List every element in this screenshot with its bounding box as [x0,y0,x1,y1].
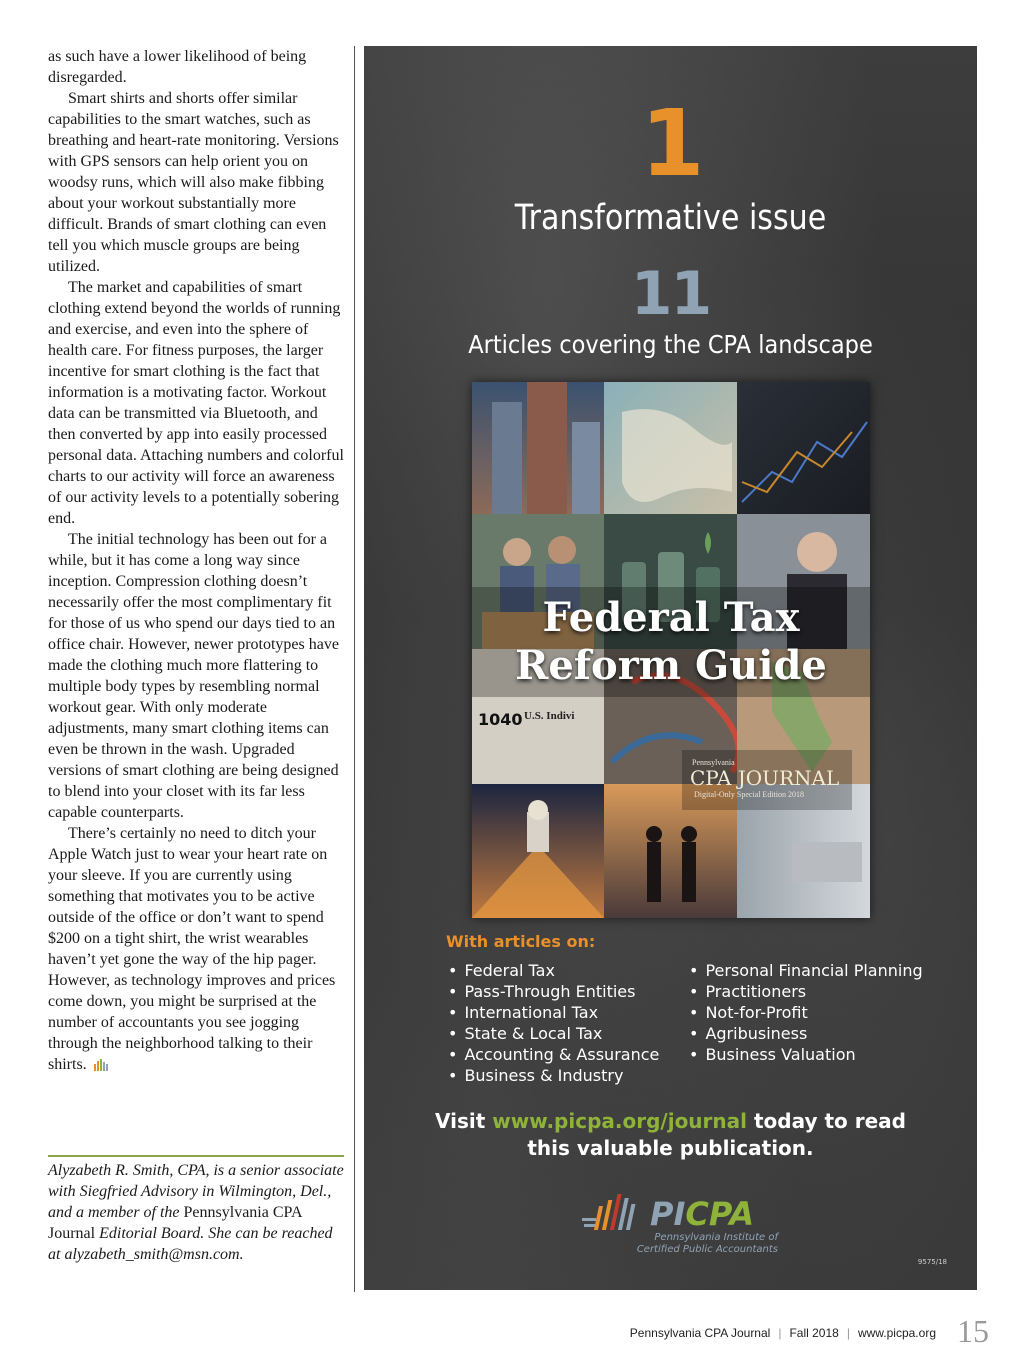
topic-item: • State & Local Tax [448,1023,659,1044]
topic-item: • Pass-Through Entities [448,981,659,1002]
visit-line-2: this valuable publication. [527,1136,814,1160]
topics-list-left [448,960,659,1086]
article-column [48,46,348,1075]
journal-advertisement [364,46,977,1290]
page-number: 15 [957,1313,989,1349]
picpa-wordmark [650,1196,754,1232]
issue-count: 1 [640,90,701,197]
cover-publisher: Pennsylvania [692,758,735,767]
headline-articles: Articles covering the CPA landscape [468,330,873,359]
footer-journal: Pennsylvania CPA Journal [629,1326,771,1340]
logo-tagline-2: Certified Public Accountants [636,1244,778,1255]
cover-title-line1: Federal Tax [542,594,800,641]
article-paragraph: as such have a lower likelihood of being disregarded. [48,48,307,86]
headline-issue: Transformative issue [514,198,827,238]
journal-cover [472,382,870,918]
footer-site[interactable]: www.picpa.org [857,1326,936,1340]
cover-title [472,594,870,690]
topic-item: • Business & Industry [448,1065,659,1086]
article-paragraph: The market and capabilities of smart clothing extend beyond the worlds of running and exercise, and even into the sphere of health care. For fitness purposes, the larger incentive for smart clothing is the fact that information is a motivating factor. Workout data can be transmitted via Bluetooth, and then converted by app into easily processed personal data. Attaching numbers and colorful charts to our activity will force an awareness of our activity levels to a potentially sobering end. [48,279,344,527]
footer-separator: | [778,1326,782,1340]
article-paragraph: The initial technology has been out for a while, but it has come a long way since inception. Compression clothing doesn’t necessarily offer the most complimentary fit for those of us who spend our days tied to an office chair. However, newer prototypes have made the clothing much more flattering to multiple body types by resembling normal workout gear. With only moderate adjustments, many smart clothing items can even be thrown in the wash. Upgraded versions of smart clothing are being designed to blend into your closet with its far less capable counterparts. [48,531,339,821]
wordmark-pi: PI [650,1195,686,1233]
visit-suffix: today to read [747,1109,906,1133]
topic-item: • Not-for-Profit [689,1002,923,1023]
cover-magazine-name: CPA JOURNAL [690,766,840,790]
picpa-logo [580,1186,780,1256]
article-count: 11 [630,259,711,329]
author-bio [48,1160,348,1265]
topic-item: • Practitioners [689,981,923,1002]
topic-item: • International Tax [448,1002,659,1023]
cover-edition: Digital-Only Special Edition 2018 [694,790,804,799]
article-paragraph-text: There’s certainly no need to ditch your Apple Watch just to wear your heart rate on your sleeve. If you are currently using something that motivates you to be active outside of the office or don’t want to spend $200 on a tight shirt, the wrist wearables haven’t yet gone the way of the hip pager. However, as technology improves and prices come down, you might be surprised at the number of accountants you see jogging through the neighborhood talking to their shirts. [48,825,336,1073]
article-paragraph [48,823,348,1075]
form-1040-graphic [474,704,624,784]
visit-callout [364,1108,977,1162]
bio-text-end: Editorial Board. She can be reached at alyzabeth_smith@msn.com. [48,1225,333,1263]
ad-code: 9575/18 [917,1258,947,1266]
topic-item: • Business Valuation [689,1044,923,1065]
bio-text: Alyzabeth R. Smith, CPA, is a senior associate with Siegfried Advisory in Wilmington, Del., and a member of the [48,1162,344,1221]
column-divider [354,46,355,1292]
articles-heading: With articles on: [446,932,596,951]
article-paragraph: Smart shirts and shorts offer similar capabilities to the smart watches, such as breathing and heart-rate monitoring. Versions with GPS sensors can help orient you on woodsy runs, which will also make fibbing about your workout substantially more difficult. Brands of smart clothing can even tell you which muscle groups are being utilized. [48,90,339,275]
form-label: U.S. Indivi [524,710,575,722]
page-footer [630,1326,936,1340]
wordmark-cpa: CPA [685,1195,755,1233]
logo-tagline-1: Pennsylvania Institute of [654,1232,778,1243]
topic-item: • Federal Tax [448,960,659,981]
journal-link[interactable]: www.picpa.org/journal [492,1109,747,1133]
form-number: 1040 [478,710,523,729]
picpa-logo-icon [580,1192,646,1236]
bio-divider [48,1155,344,1157]
topic-item: • Accounting & Assurance [448,1044,659,1065]
bio-publication: Pennsylvania CPA Journal [48,1204,302,1242]
topic-item: • Personal Financial Planning [689,960,923,981]
footer-issue: Fall 2018 [789,1326,839,1340]
topics-list-right [689,960,923,1065]
visit-prefix: Visit [435,1109,493,1133]
cover-title-line2: Reform Guide [515,642,827,689]
topic-item: • Agribusiness [689,1023,923,1044]
footer-separator: | [846,1326,850,1340]
end-mark-icon [93,1058,109,1072]
